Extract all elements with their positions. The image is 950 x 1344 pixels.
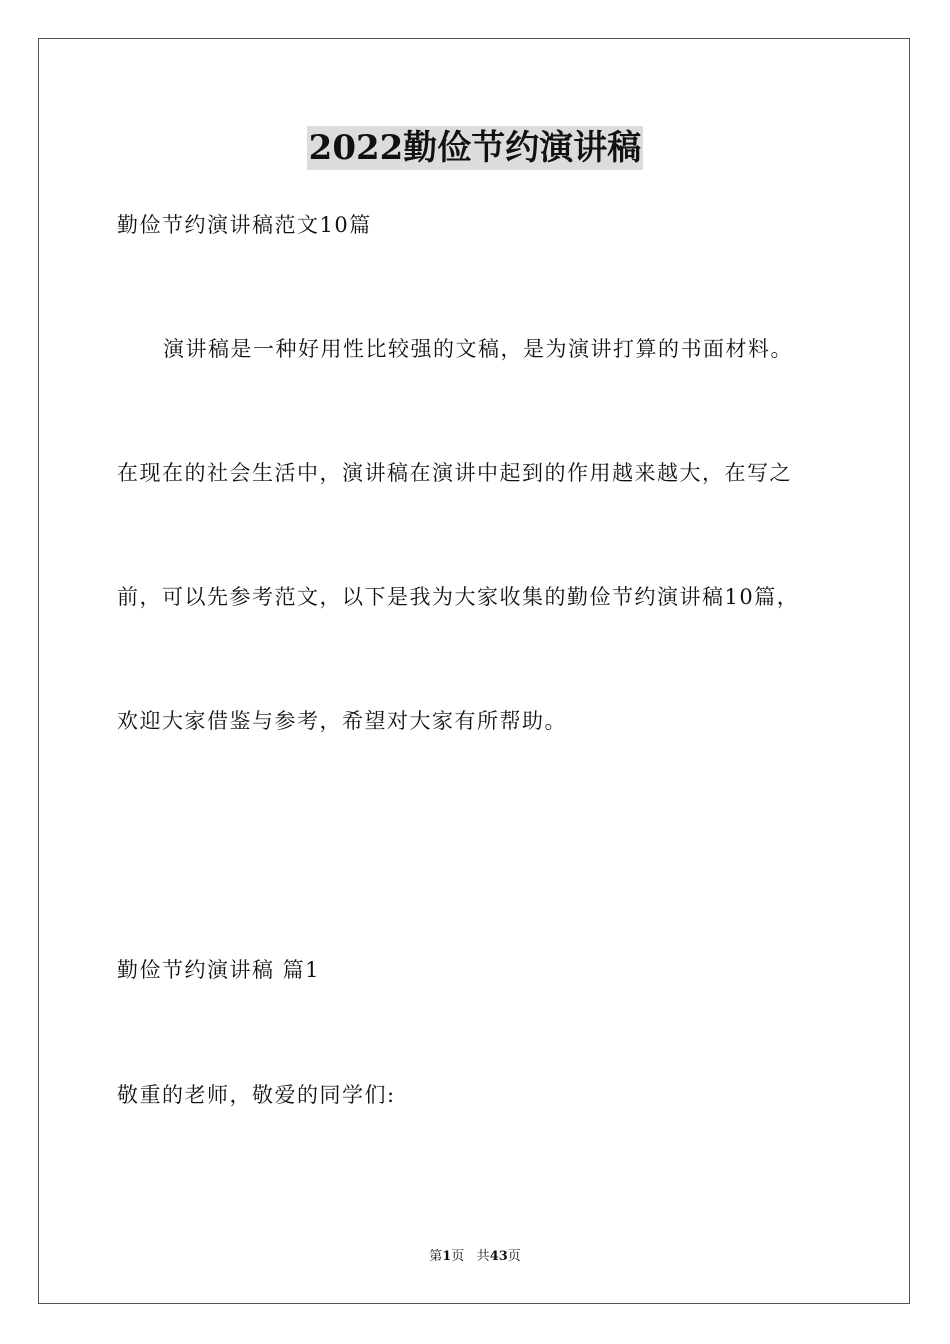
greeting-line: 敬重的老师，敬爱的同学们: <box>117 1083 396 1107</box>
document-title: 2022勤俭节约演讲稿 <box>308 128 642 168</box>
paragraph-line-4: 欢迎大家借鉴与参考，希望对大家有所帮助。 <box>117 709 567 733</box>
paragraph-line-2: 在现在的社会生活中，演讲稿在演讲中起到的作用越来越大，在写之 <box>117 461 792 485</box>
footer-total-prefix: 共 <box>476 1249 490 1264</box>
paragraph-line-3: 前，可以先参考范文，以下是我为大家收集的勤俭节约演讲稿10篇， <box>117 585 800 609</box>
document-subtitle: 勤俭节约演讲稿范文10篇 <box>117 213 372 237</box>
footer-page-prefix: 第 <box>429 1249 443 1264</box>
footer-page-suffix: 页 <box>451 1249 465 1264</box>
section-heading: 勤俭节约演讲稿 篇1 <box>117 958 321 982</box>
footer-total-suffix: 页 <box>507 1249 521 1264</box>
footer-page-number: 1 <box>442 1249 452 1264</box>
title-container <box>0 126 950 170</box>
paragraph-line-1: 演讲稿是一种好用性比较强的文稿，是为演讲打算的书面材料。 <box>163 337 793 361</box>
page-footer <box>0 1248 950 1266</box>
footer-total-pages: 43 <box>489 1249 508 1264</box>
